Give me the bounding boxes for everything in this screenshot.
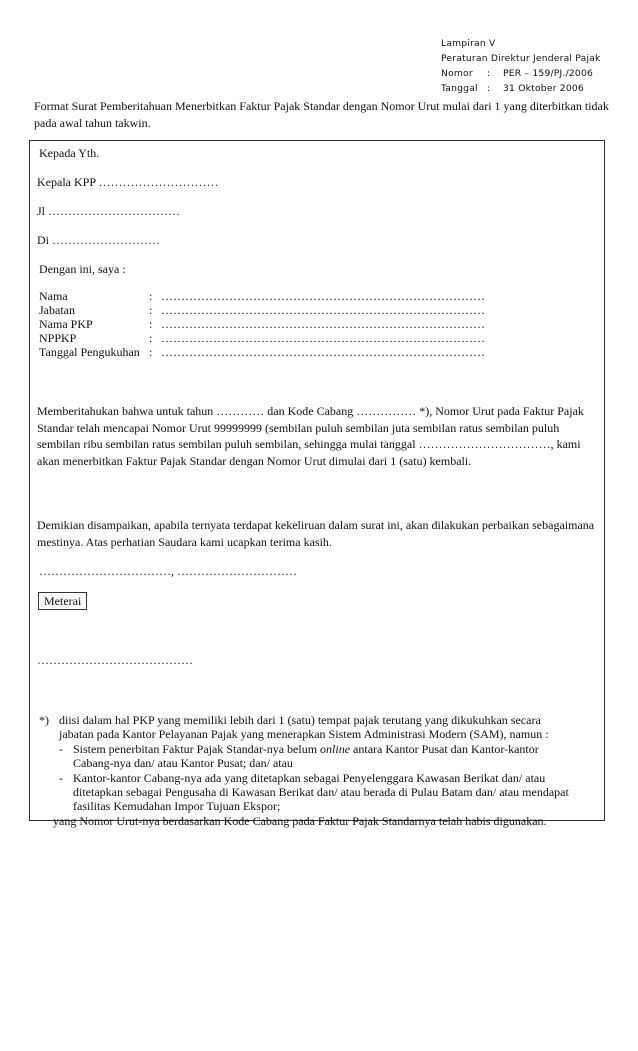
footnote-text-line: Cabang-nya dan/ atau Kantor Pusat; dan/ atau (73, 756, 293, 771)
identity-row-nama (39, 289, 485, 303)
recipient-city: Di ……………………… (37, 233, 160, 247)
footnote-text-line: jabatan pada Kantor Pelayanan Pajak yang menerapkan Sistem Administrasi Modern (SAM), namun : (59, 727, 549, 742)
identity-label: Jabatan (39, 303, 75, 317)
footnote-item (39, 742, 599, 756)
identity-blank: ……………………………………………………………………… (161, 289, 485, 303)
header-key: Nomor (441, 68, 473, 79)
header-row-nomor (441, 66, 601, 81)
header-value: PER – 159/PJ./2006 (503, 68, 594, 79)
footnote-closing: yang Nomor Urut-nya berdasarkan Kode Cabang pada Faktur Pajak Standarnya telah habis digunakan. (53, 813, 547, 828)
footnote-text-part: antara Kantor Pusat dan Kantor-kantor (353, 741, 539, 756)
footnote-item-text: Kantor-kantor Cabang-nya ada yang ditetapkan sebagai Penyelenggara Kawasan Berikat dan/ atau (73, 770, 546, 785)
identity-row-nppkp (39, 331, 485, 345)
footnote-text-line: diisi dalam hal PKP yang memiliki lebih dari 1 (satu) tempat pajak terutang yang dikukuhkan secara (59, 713, 541, 727)
identity-row-tanggal-pengukuhan (39, 345, 485, 359)
stamp-duty-box: Meterai (38, 592, 87, 610)
footnote-intro (39, 713, 599, 727)
header-attachment-number: Lampiran V (441, 38, 496, 49)
footnote-text-part: Sistem penerbitan Faktur Pajak Standar-nya belum (73, 741, 318, 756)
place-date-line: ……………………………, ………………………… (39, 564, 297, 578)
closing-paragraph: Demikian disampaikan, apabila ternyata terdapat kekeliruan dalam surat ini, akan dilakukan perbaikan sebagaimana mestinya. Atas perhatian Saudara kami ucapkan terima kasih. (37, 518, 595, 549)
notification-paragraph: Memberitahukan bahwa untuk tahun ………… dan Kode Cabang …………… *), Nomor Urut pada Faktur Pajak Standar telah mencapai Nomor Urut 99999999 (sembilan puluh sembilan juta sembilan ratus sembilan puluh sembilan ribu sembilan ratus sembilan puluh sembilan, sehingga mulai tanggal ……………………………, kami akan menerbitkan Faktur Pajak Standar dengan Nomor Urut dimulai dari 1 (satu) kembali. (37, 404, 584, 468)
identity-row-nama-pkp (39, 317, 485, 331)
header-sep: : (487, 83, 491, 94)
footnote-item (39, 771, 599, 785)
header-regulation-title: Peraturan Direktur Jenderal Pajak (441, 53, 601, 64)
recipient-kpp: Kepala KPP ………………………… (37, 175, 219, 189)
identity-label: Nama PKP (39, 317, 93, 331)
identity-label: Nama (39, 289, 68, 303)
footnote-text-line: ditetapkan sebagai Pengusaha di Kawasan Berikat dan/ atau berada di Pulau Batam dan/ atau mendapat (73, 785, 569, 800)
identity-blank: ……………………………………………………………………… (161, 303, 485, 317)
identity-blank: ……………………………………………………………………… (161, 331, 485, 345)
header-key: Tanggal (441, 83, 478, 94)
footnote-emphasis: online (320, 741, 351, 756)
signature-line: ………………………………… (37, 653, 193, 667)
footnote-dash: - (59, 741, 63, 756)
identity-sep: : (149, 303, 153, 317)
recipient-greeting: Kepada Yth. (39, 146, 100, 160)
footnote-mark: *) (39, 713, 49, 727)
recipient-address: Jl …………………………… (37, 204, 181, 218)
header-sep: : (487, 68, 491, 79)
form-description: Format Surat Pemberitahuan Menerbitkan Faktur Pajak Standar dengan Nomor Urut mulai dari 1 yang diterbitkan tidak pada awal tahun takwin. (34, 99, 609, 130)
footnote-item-text (73, 742, 539, 756)
header-value: 31 Oktober 2006 (503, 83, 584, 94)
identity-sep: : (149, 331, 153, 345)
letter-form-box (29, 140, 605, 828)
identity-sep: : (149, 345, 153, 359)
identity-label: Tanggal Pengukuhan (39, 345, 140, 359)
identity-label: NPPKP (39, 331, 77, 345)
identity-blank: ……………………………………………………………………… (161, 317, 485, 331)
identity-blank: ……………………………………………………………………… (161, 345, 485, 359)
opening-statement: Dengan ini, saya : (39, 262, 126, 276)
identity-sep: : (149, 289, 153, 303)
footnote-dash: - (59, 770, 63, 785)
attachment-header (441, 36, 601, 96)
footnote (39, 713, 599, 828)
identity-row-jabatan (39, 303, 485, 317)
identity-sep: : (149, 317, 153, 331)
footnote-text-line: fasilitas Kemudahan Impor Tujuan Ekspor; (73, 799, 281, 814)
header-row-tanggal (441, 81, 601, 96)
